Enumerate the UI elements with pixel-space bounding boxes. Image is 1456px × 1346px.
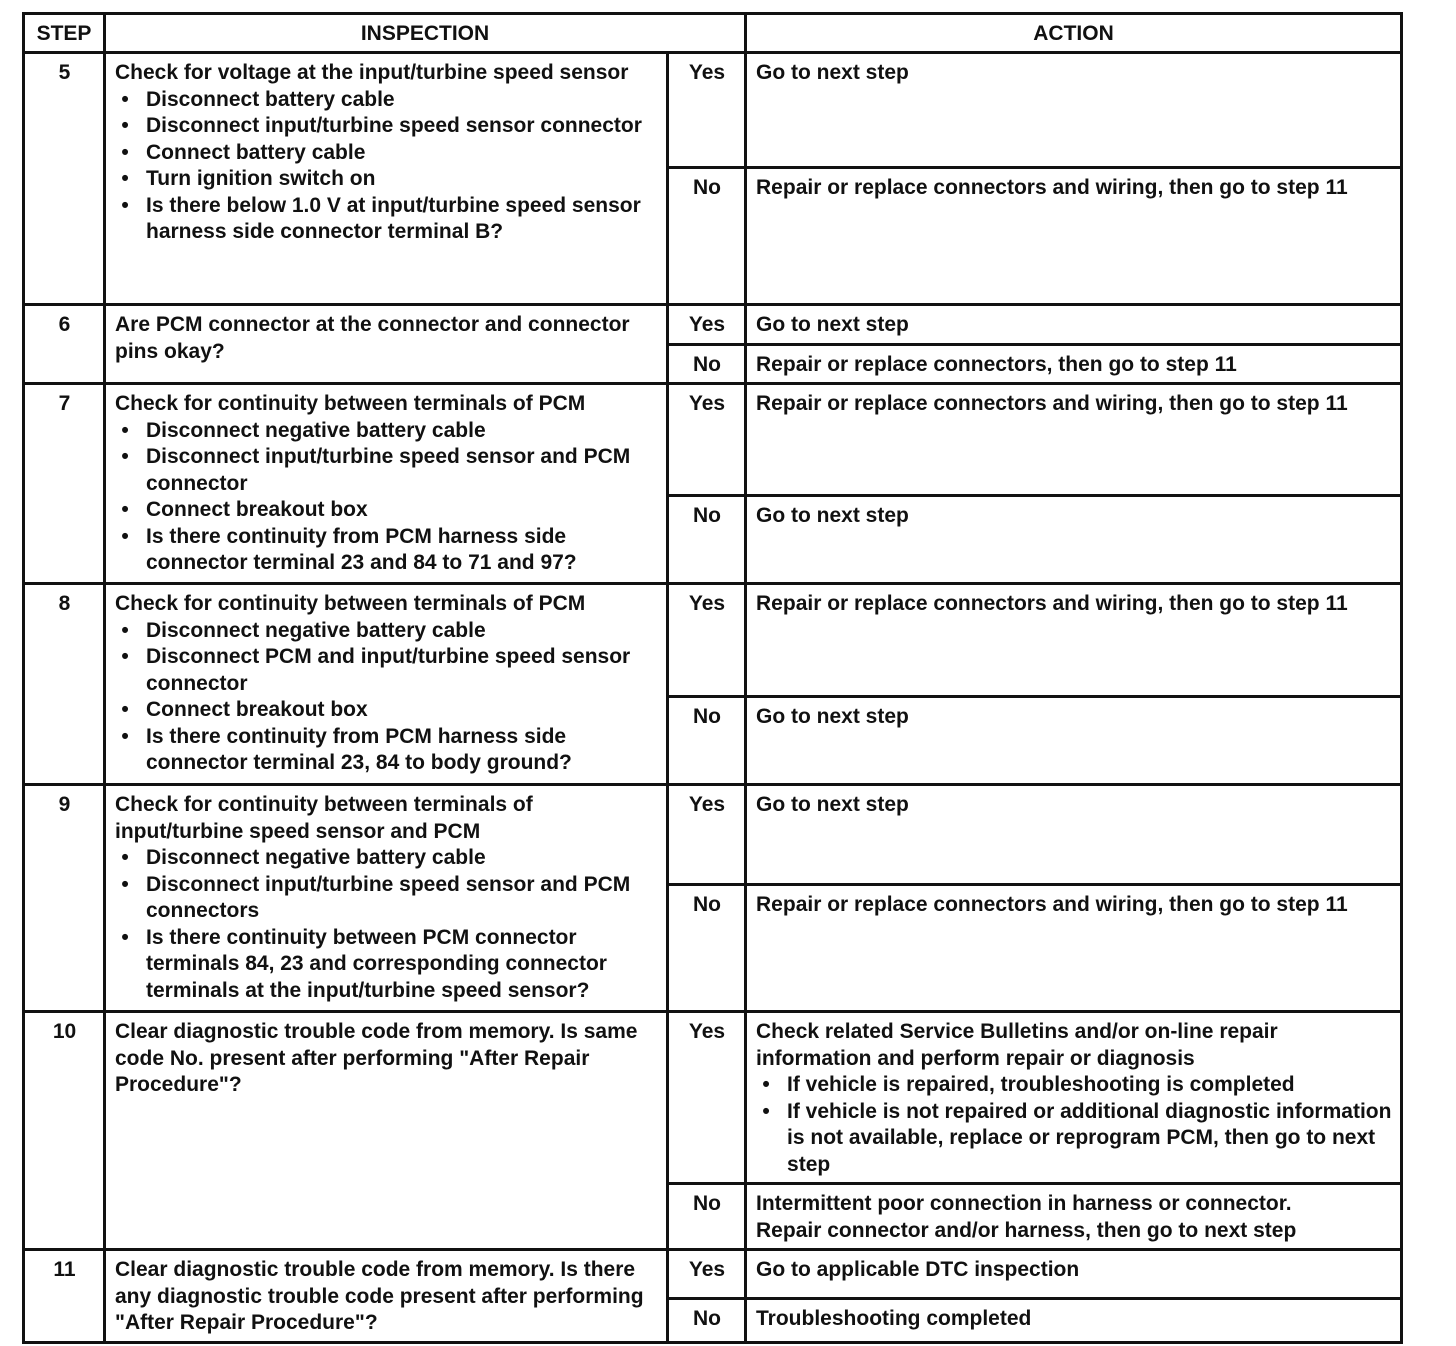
answer-no: No (668, 168, 746, 305)
table-row (24, 384, 1402, 496)
inspection-bullet: • Connect breakout box (146, 697, 658, 724)
header-action: ACTION (746, 14, 1402, 53)
table-row (24, 785, 1402, 885)
header-step: STEP (24, 14, 105, 53)
action-text: Repair or replace connectors, then go to step 11 (756, 352, 1237, 376)
answer-no: No (668, 697, 746, 785)
inspection-text: Check for voltage at the input/turbine speed sensor (115, 61, 629, 84)
inspection-bullet: • Disconnect negative battery cable (146, 845, 658, 872)
action-cell (746, 1012, 1402, 1184)
answer-yes: Yes (668, 384, 746, 496)
action-text: Go to applicable DTC inspection (756, 1258, 1080, 1281)
action-cell (746, 885, 1402, 1012)
inspection-bullet: • Disconnect input/turbine speed sensor and PCM connector (146, 444, 658, 497)
inspection-bullet: • Is there continuity from PCM harness side connector terminal 23, 84 to body ground? (146, 724, 658, 777)
inspection-text: Are PCM connector at the connector and connector pins okay? (115, 313, 630, 363)
answer-no: No (668, 1298, 746, 1342)
answer-yes: Yes (668, 584, 746, 697)
inspection-bullet-list (115, 845, 658, 1004)
inspection-text: Check for continuity between terminals of PCM (115, 392, 586, 415)
inspection-bullet: • Is there below 1.0 V at input/turbine speed sensor harness side connector terminal B? (146, 193, 658, 246)
answer-no: No (668, 885, 746, 1012)
inspection-bullet: • Disconnect PCM and input/turbine speed sensor connector (146, 644, 658, 697)
step-number: 6 (24, 305, 105, 384)
answer-yes: Yes (668, 1250, 746, 1299)
answer-no: No (668, 1184, 746, 1250)
answer-no: No (668, 344, 746, 384)
answer-yes: Yes (668, 53, 746, 168)
table-row (24, 584, 1402, 697)
table-row (24, 53, 1402, 168)
inspection-text: Clear diagnostic trouble code from memory. Is same code No. present after performing "After Repair Procedure"? (115, 1020, 638, 1096)
step-number: 9 (24, 785, 105, 1012)
action-cell (746, 168, 1402, 305)
inspection-bullet: • Disconnect input/turbine speed sensor and PCM connectors (146, 872, 658, 925)
inspection-cell (105, 1012, 668, 1250)
action-cell (746, 344, 1402, 384)
action-cell (746, 1184, 1402, 1250)
inspection-bullet: • Disconnect input/turbine speed sensor connector (146, 113, 658, 140)
inspection-cell (105, 1250, 668, 1343)
action-text: Repair or replace connectors and wiring, then go to step 11 (756, 592, 1348, 615)
table-body (24, 53, 1402, 1343)
inspection-text: Check for continuity between terminals of input/turbine speed sensor and PCM (115, 793, 533, 843)
answer-yes: Yes (668, 785, 746, 885)
action-cell (746, 53, 1402, 168)
inspection-bullet: • Disconnect negative battery cable (146, 618, 658, 645)
answer-yes: Yes (668, 1012, 746, 1184)
answer-no: No (668, 496, 746, 584)
inspection-bullet: • Turn ignition switch on (146, 166, 658, 193)
action-text: Troubleshooting completed (756, 1306, 1032, 1330)
step-number: 7 (24, 384, 105, 584)
inspection-bullet: • Is there continuity between PCM connector terminals 84, 23 and corresponding connector terminals at the input/turbine speed sensor? (146, 925, 658, 1005)
action-bullet: • If vehicle is not repaired or additional diagnostic information is not available, replace or reprogram PCM, then go to next step (787, 1099, 1392, 1179)
step-number: 11 (24, 1250, 105, 1343)
action-cell (746, 384, 1402, 496)
inspection-bullet: • Connect breakout box (146, 497, 658, 524)
action-text: Repair or replace connectors and wiring, then go to step 11 (756, 392, 1348, 415)
action-cell (746, 1250, 1402, 1299)
inspection-cell (105, 785, 668, 1012)
step-number: 10 (24, 1012, 105, 1250)
action-cell (746, 584, 1402, 697)
inspection-bullet-list (115, 87, 658, 246)
action-cell (746, 697, 1402, 785)
action-text: Repair or replace connectors and wiring, then go to step 11 (756, 176, 1348, 199)
answer-yes: Yes (668, 305, 746, 345)
diagnostic-table (22, 12, 1403, 1344)
inspection-bullet: • Connect battery cable (146, 140, 658, 167)
action-cell (746, 496, 1402, 584)
inspection-cell (105, 584, 668, 785)
header-inspection: INSPECTION (105, 14, 746, 53)
table-row (24, 1012, 1402, 1184)
action-cell (746, 305, 1402, 345)
action-text: Intermittent poor connection in harness or connector. (756, 1192, 1292, 1215)
action-cell (746, 1298, 1402, 1342)
table-row (24, 1250, 1402, 1299)
inspection-bullet: • Is there continuity from PCM harness side connector terminal 23 and 84 to 71 and 97? (146, 524, 658, 577)
inspection-cell (105, 53, 668, 305)
table-row (24, 305, 1402, 345)
step-number: 8 (24, 584, 105, 785)
inspection-bullet-list (115, 618, 658, 777)
inspection-bullet: • Disconnect negative battery cable (146, 418, 658, 445)
step-number: 5 (24, 53, 105, 305)
page (22, 12, 1400, 1344)
inspection-text: Clear diagnostic trouble code from memory. Is there any diagnostic trouble code present after performing "After Repair Procedure"? (115, 1258, 644, 1334)
action-text: Repair connector and/or harness, then go to next step (756, 1218, 1297, 1242)
action-text: Go to next step (756, 793, 909, 816)
action-text: Go to next step (756, 504, 909, 527)
action-bullet-list (756, 1072, 1392, 1178)
header-row (24, 14, 1402, 53)
action-text: Go to next step (756, 61, 909, 84)
action-text: Go to next step (756, 705, 909, 728)
inspection-bullet: • Disconnect battery cable (146, 87, 658, 114)
action-bullet: • If vehicle is repaired, troubleshooting is completed (787, 1072, 1392, 1099)
inspection-text: Check for continuity between terminals of PCM (115, 592, 586, 615)
action-text: Repair or replace connectors and wiring, then go to step 11 (756, 893, 1348, 916)
inspection-bullet-list (115, 418, 658, 577)
action-cell (746, 785, 1402, 885)
action-text: Check related Service Bulletins and/or on-line repair information and perform repair or diagnosis (756, 1020, 1278, 1070)
inspection-cell (105, 384, 668, 584)
inspection-cell (105, 305, 668, 384)
action-text: Go to next step (756, 313, 909, 336)
